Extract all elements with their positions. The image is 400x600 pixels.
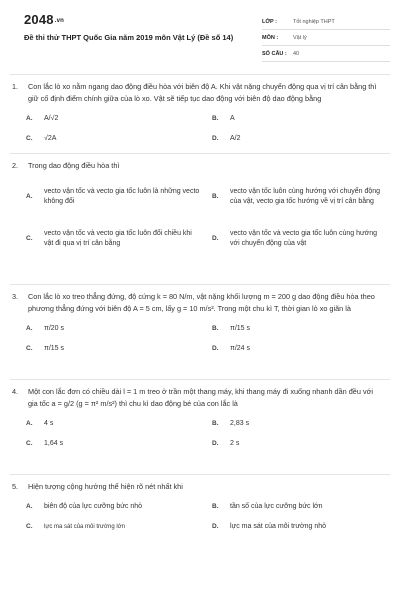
option-text: π/15 s [44,345,65,352]
exam-meta [262,14,390,62]
option-list [10,414,390,454]
option-b[interactable] [212,109,390,129]
option-a[interactable] [26,414,204,434]
question-number: 4. [12,387,19,396]
option-text: vecto vận tốc luôn cùng hướng với chuyển động của vật, vecto gia tốc hướng về vị trí cân bằng [230,188,381,205]
option-b[interactable] [212,497,390,517]
option-letter: A. [26,420,33,427]
meta-row-count [262,46,390,62]
option-letter: D. [212,523,219,530]
logo-text: 2048 [24,12,54,27]
option-c[interactable] [26,129,204,149]
question-text: Hiện tượng cộng hưởng thể hiện rõ nét nhất khi [28,482,183,491]
logo-suffix: .vn [54,17,65,24]
option-letter: D. [212,235,219,242]
meta-value: 40 [293,50,300,57]
option-text: 2 s [230,440,240,447]
option-d[interactable] [212,218,390,260]
option-c[interactable] [26,517,204,537]
question-4 [10,379,390,474]
option-text: A/2 [230,135,241,142]
option-b[interactable] [212,319,390,339]
question-text: Một con lắc đơn có chiều dài l = 1 m treo ở trần một thang máy, khi thang máy đi xuống nhanh dần đều với gia tốc a = g/2 (g = π² m/s²) thì chu kì dao động bé của con lắc là [28,387,374,408]
option-letter: D. [212,135,219,142]
option-text: 1,64 s [44,440,64,447]
option-letter: C. [26,523,33,530]
option-text: 4 s [44,420,54,427]
option-letter: C. [26,345,33,352]
question-3 [10,284,390,379]
option-text: lực ma sát của môi trường lớn [44,524,125,530]
option-text: √2A [44,135,57,142]
option-letter: A. [26,503,33,510]
option-list [10,319,390,359]
option-d[interactable] [212,517,390,537]
exam-header [10,0,390,66]
option-c[interactable] [26,218,204,260]
option-a[interactable] [26,109,204,129]
option-letter: B. [212,503,219,510]
option-text: lực ma sát của môi trường nhỏ [230,523,327,530]
option-text: vecto vận tốc và vecto gia tốc luôn đổi chiều khi vật đi qua vị trí cân bằng [44,230,192,247]
option-letter: A. [26,115,33,122]
option-letter: D. [212,440,219,447]
question-text: Con lắc lò xo treo thẳng đứng, độ cứng k = 80 N/m, vật nặng khối lượng m = 200 g dao động điều hòa theo phương thẳng đứng với biên độ A = 5 cm, lấy g = 10 m/s². Trong một chu kì T, thời gian lò xo giãn là [28,292,375,313]
question-number: 1. [12,82,19,91]
option-text: 2,83 s [230,420,250,427]
meta-key: MÔN : [262,34,279,41]
option-list [10,497,390,537]
option-d[interactable] [212,339,390,359]
meta-key: SỐ CÂU : [262,50,287,57]
option-a[interactable] [26,497,204,517]
option-text: π/20 s [44,325,65,332]
option-letter: D. [212,345,219,352]
option-b[interactable] [212,414,390,434]
option-text: tần số của lực cưỡng bức lớn [230,503,323,510]
option-text: vecto vận tốc và vecto gia tốc luôn là những vecto không đổi [44,188,200,205]
option-text: A/√2 [44,115,59,122]
option-letter: B. [212,420,219,427]
option-text: π/24 s [230,345,251,352]
option-a[interactable] [26,176,204,218]
option-letter: B. [212,193,219,200]
question-2 [10,153,390,284]
option-text: A [230,115,235,122]
question-text: Trong dao động điều hòa thì [28,161,120,170]
option-letter: B. [212,115,219,122]
meta-value: Vật lý [293,34,307,41]
option-a[interactable] [26,319,204,339]
question-1 [10,74,390,153]
exam-title: Đề thi thử THPT Quốc Gia năm 2019 môn Vật Lý (Đề số 14) [24,33,234,42]
question-list [10,74,390,547]
meta-row-subject [262,30,390,46]
option-letter: A. [26,193,33,200]
meta-key: LỚP : [262,18,277,25]
option-letter: B. [212,325,219,332]
option-list [10,176,390,260]
option-d[interactable] [212,129,390,149]
option-d[interactable] [212,434,390,454]
option-letter: A. [26,325,33,332]
option-b[interactable] [212,176,390,218]
option-c[interactable] [26,434,204,454]
option-letter: C. [26,235,33,242]
option-letter: C. [26,440,33,447]
option-text: π/15 s [230,325,251,332]
meta-row-class [262,14,390,30]
option-c[interactable] [26,339,204,359]
question-5 [10,474,390,547]
question-text: Con lắc lò xo nằm ngang dao động điều hòa với biên độ A. Khi vật nặng chuyển động qua vị trí cân bằng thì giữ cố định điểm chính giữa của lò xo. Vật sẽ tiếp tục dao động với biên độ dao động bằng [28,82,377,103]
site-logo[interactable] [24,12,64,27]
option-list [10,109,390,149]
question-number: 5. [12,482,19,491]
option-letter: C. [26,135,33,142]
question-number: 2. [12,161,19,170]
option-text: biên độ của lực cưỡng bức nhỏ [44,503,143,510]
meta-value: Tốt nghiệp THPT [293,18,335,25]
option-text: vecto vận tốc và vecto gia tốc luôn cùng hướng với chuyển động của vật [230,230,378,247]
question-number: 3. [12,292,19,301]
